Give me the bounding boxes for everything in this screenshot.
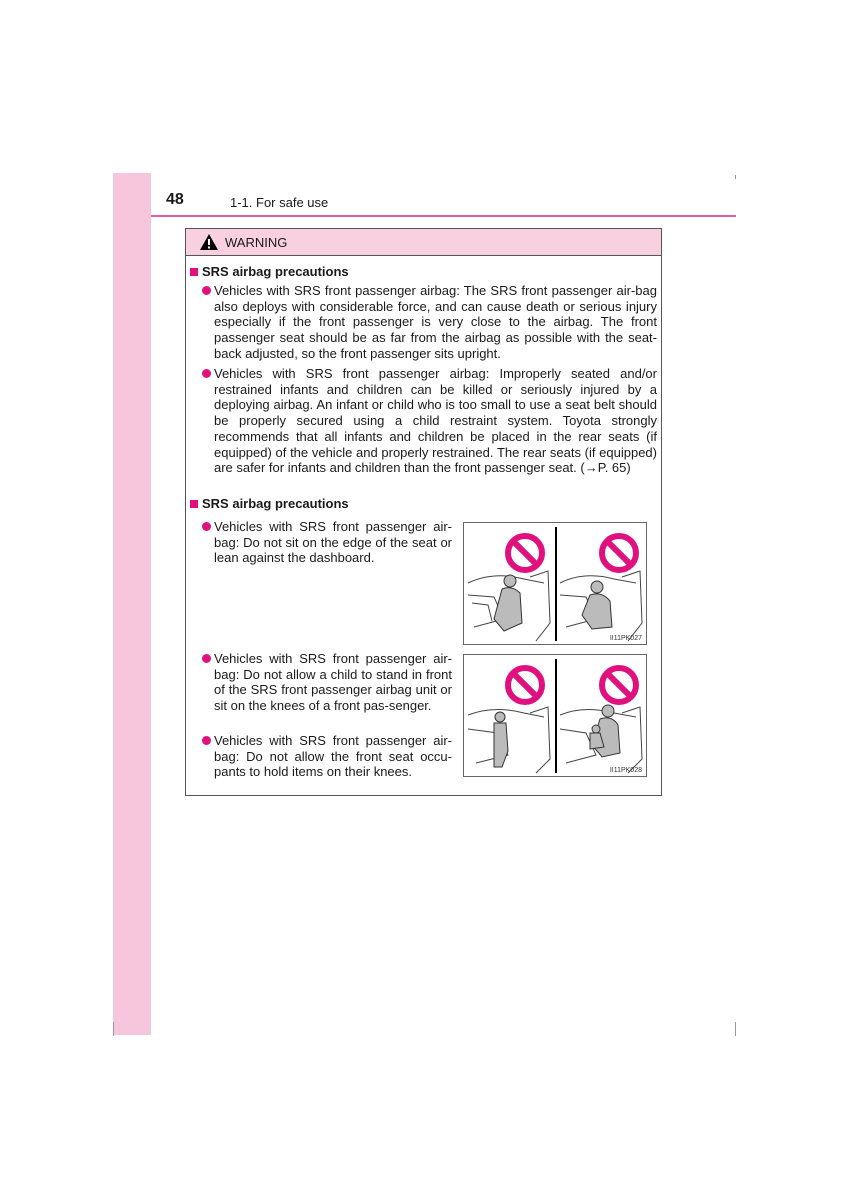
crop-mark-top [735, 175, 736, 179]
page-number: 48 [166, 191, 184, 208]
list-item: Vehicles with SRS front passenger air-bag: Do not allow the front seat occu-pants to hold items on their knees. [202, 733, 452, 780]
warning-triangle-icon [199, 233, 219, 251]
crop-mark-right [735, 1022, 736, 1036]
illustration-figure [463, 522, 647, 645]
car-interior-illustration [464, 655, 647, 777]
bullet-dot-icon [202, 654, 211, 663]
list-item: Vehicles with SRS front passenger air-bag: Do not allow a child to stand in front of the SRS front passenger airbag unit or sit on the knees of a front pas-senger. [202, 651, 452, 714]
bullet-dot-icon [202, 736, 211, 745]
list-item: Vehicles with SRS front passenger air-bag: Do not sit on the edge of the seat or lean against the dashboard. [202, 519, 452, 566]
header-rule [151, 215, 736, 217]
list-item: Vehicles with SRS front passenger airbag: Improperly seated and/or restrained infants and children can be killed or seriously injured by a deploying airbag. An infant or child who is too small to use a seat belt should be properly secured using a child restraint system. Toyota strongly recommends that all infants and children be placed in the rear seats (if equipped) of the vehicle and properly restrained. The rear seats (if equipped) are safer for infants and children than the front passenger seat. (→P. 65) [202, 366, 657, 476]
warning-title: WARNING [225, 234, 288, 250]
section-title: 1-1. For safe use [230, 195, 329, 210]
square-bullet-icon [190, 268, 198, 276]
bullet-dot-icon [202, 369, 211, 378]
bullet-dot-icon [202, 522, 211, 531]
square-bullet-icon [190, 500, 198, 508]
section-heading: SRS airbag precautions [190, 264, 349, 279]
section-heading: SRS airbag precautions [190, 496, 349, 511]
crop-mark-left [113, 1022, 114, 1036]
list-item: Vehicles with SRS front passenger airbag: The SRS front passenger air-bag also deploys with considerable force, and can cause death or serious injury especially if the front passenger is very close to the airbag. The front passenger seat should be as far from the airbag as possible with the seat-back adjusted, so the front passenger sits upright. [202, 283, 657, 362]
side-tab-band [113, 173, 151, 1035]
figure-code: II11PK028 [609, 767, 642, 774]
car-interior-illustration [464, 523, 647, 645]
illustration-figure [463, 654, 647, 777]
bullet-dot-icon [202, 286, 211, 295]
figure-code: II11PK027 [609, 635, 642, 642]
warning-header [186, 229, 661, 256]
